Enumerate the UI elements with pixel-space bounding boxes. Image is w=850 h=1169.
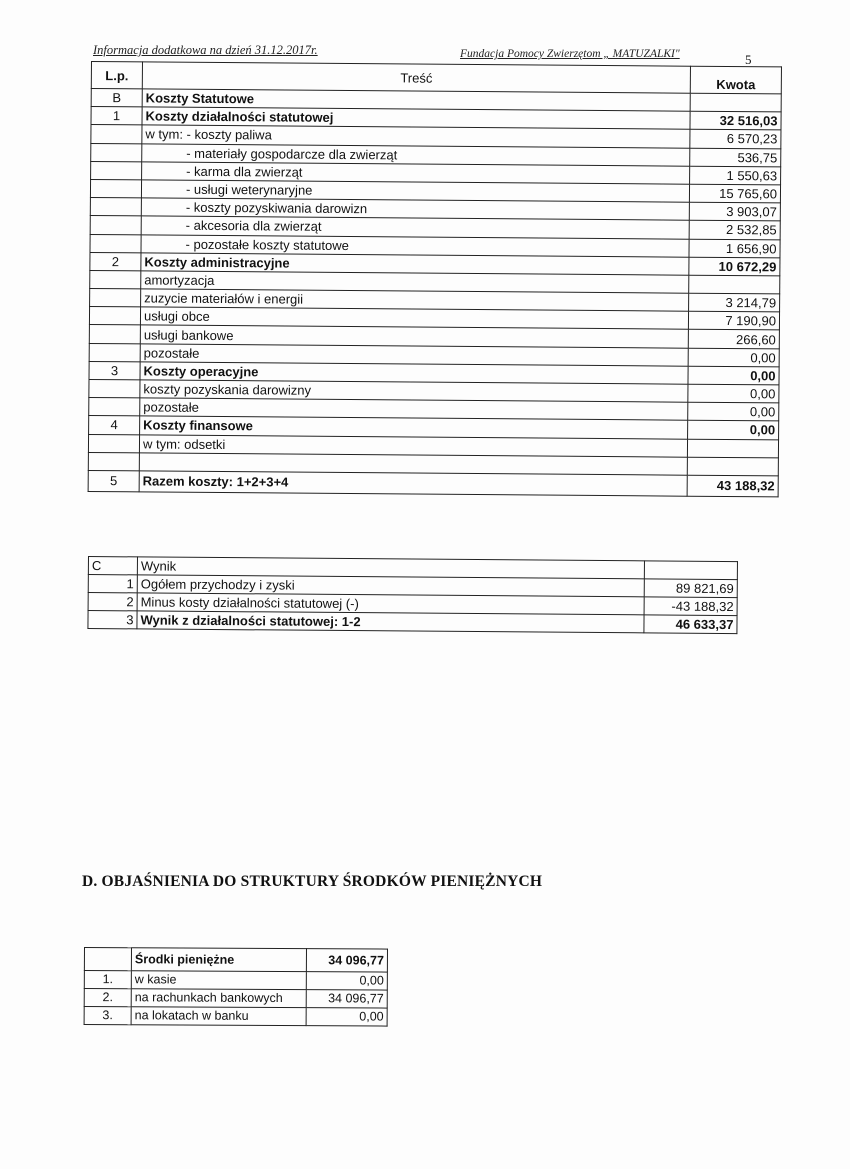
row-desc: Koszty Statutowe [142, 89, 690, 111]
row-lp [90, 216, 141, 235]
row-amount: 266,60 [688, 330, 779, 349]
row-lp: 3 [88, 611, 137, 629]
row-desc: - koszty pozyskiwania darowizn [141, 198, 689, 220]
row-desc: usługi obce [140, 307, 688, 329]
row-amount: 6 570,23 [690, 130, 781, 149]
row-desc: Razem koszty: 1+2+3+4 [139, 471, 687, 496]
row-lp: 3. [84, 1007, 131, 1025]
col-lp-header: L.p. [91, 62, 142, 89]
row-lp: 2 [90, 252, 141, 271]
section-d-title: D. OBJAŚNIENIA DO STRUKTURY ŚRODKÓW PIENIĘŻNYCH [82, 873, 543, 890]
row-amount [690, 93, 781, 112]
result-table [87, 556, 738, 634]
cash-header-row [84, 948, 387, 973]
row-desc: amortyzacja [141, 271, 689, 293]
row-lp [88, 434, 139, 453]
row-lp [89, 307, 140, 326]
doc-header-right: Fundacja Pomocy Zwierzętom „ MATUZALKI" [460, 48, 680, 60]
result-row [88, 611, 737, 634]
result-header-desc: Wynik [137, 557, 644, 579]
row-desc: Koszty finansowe [140, 416, 688, 438]
row-lp [90, 289, 141, 308]
row-lp [89, 379, 140, 398]
cash-row [84, 989, 387, 1009]
row-amount: 0,00 [306, 972, 387, 990]
row-amount: 10 672,29 [689, 257, 780, 276]
row-lp [91, 125, 142, 144]
row-amount: 2 532,85 [689, 221, 780, 240]
row-desc: w tym: - koszty paliwa [142, 125, 690, 147]
cash-table [84, 947, 388, 1027]
row-amount: 46 633,37 [644, 615, 737, 634]
row-desc: Koszty operacyjne [140, 362, 688, 384]
row-desc: - pozostałe koszty statutowe [141, 234, 689, 256]
row-desc: - usługi weterynaryjne [141, 180, 689, 202]
row-desc: zuzycie materiałów i energii [141, 289, 689, 311]
row-amount [687, 457, 778, 476]
row-desc: - materiały gospodarcze dla zwierząt [142, 143, 690, 165]
row-desc: - akcesoria dla zwierząt [141, 216, 689, 238]
row-amount: 7 190,90 [688, 311, 779, 330]
row-lp: 1. [84, 971, 131, 989]
row-amount: -43 188,32 [644, 597, 737, 616]
row-amount [689, 275, 780, 294]
row-lp [90, 270, 141, 289]
row-lp [90, 234, 141, 253]
row-desc: Koszty administracyjne [141, 253, 689, 275]
row-amount: 3 214,79 [689, 293, 780, 312]
row-amount: 3 903,07 [689, 202, 780, 221]
result-header-lp: C [88, 557, 137, 575]
row-lp [91, 161, 142, 180]
row-lp [90, 198, 141, 217]
row-lp [89, 325, 140, 344]
row-desc: pozostałe [140, 344, 688, 366]
row-amount: 0,00 [688, 421, 779, 440]
row-amount: 1 656,90 [689, 239, 780, 258]
row-amount: 0,00 [688, 384, 779, 403]
row-lp [91, 143, 142, 162]
row-amount: 15 765,60 [689, 184, 780, 203]
row-amount: 0,00 [688, 366, 779, 385]
page-number: 5 [745, 52, 752, 67]
row-lp [90, 179, 141, 198]
row-desc: na rachunkach bankowych [131, 989, 306, 1008]
costs-table [88, 61, 782, 497]
row-amount: 536,75 [690, 148, 781, 167]
row-amount: 43 188,32 [687, 475, 778, 497]
doc-header-left: Informacja dodatkowa na dzień 31.12.2017r. [93, 43, 318, 57]
row-desc: koszty pozyskania darowizny [140, 380, 688, 402]
row-amount: 0,00 [688, 402, 779, 421]
row-desc: Ogółem przychodzy i zyski [137, 575, 644, 597]
row-amount: 34 096,77 [306, 990, 387, 1008]
cash-row [84, 971, 387, 991]
row-lp: 2. [84, 989, 131, 1007]
row-lp: B [91, 89, 142, 108]
row-desc: Wynik z działalności statutowej: 1-2 [137, 611, 644, 633]
row-lp: 3 [89, 361, 140, 380]
row-desc: na lokatach w banku [131, 1007, 306, 1026]
cost-row [88, 470, 778, 496]
row-lp: 4 [89, 416, 140, 435]
row-desc: pozostałe [140, 398, 688, 420]
row-lp: 1 [88, 575, 137, 593]
row-desc: Koszty działalności statutowej [142, 107, 690, 129]
col-amount-header: Kwota [690, 66, 781, 94]
result-header-amount [644, 561, 737, 580]
row-lp: 1 [91, 107, 142, 126]
cash-header-amount: 34 096,77 [306, 949, 387, 972]
cash-row [84, 1007, 387, 1027]
row-amount: 0,00 [688, 348, 779, 367]
row-amount [687, 439, 778, 458]
cash-header-desc: Środki pieniężne [131, 948, 306, 972]
cash-header-lp [84, 948, 131, 971]
row-lp: 5 [88, 470, 139, 491]
row-lp [89, 343, 140, 362]
row-amount: 32 516,03 [690, 111, 781, 130]
row-lp: 2 [88, 593, 137, 611]
row-amount: 0,00 [306, 1008, 387, 1026]
row-desc: - karma dla zwierząt [142, 162, 690, 184]
col-desc-header: Treść [142, 62, 690, 93]
row-lp [88, 452, 139, 471]
row-amount: 1 550,63 [690, 166, 781, 185]
row-desc: w kasie [131, 971, 306, 990]
row-desc: w tym: odsetki [139, 434, 687, 456]
row-lp [89, 398, 140, 417]
row-amount: 89 821,69 [644, 579, 737, 598]
row-desc: usługi bankowe [140, 325, 688, 347]
row-desc: Minus kosty działalności statutowej (-) [137, 593, 644, 615]
